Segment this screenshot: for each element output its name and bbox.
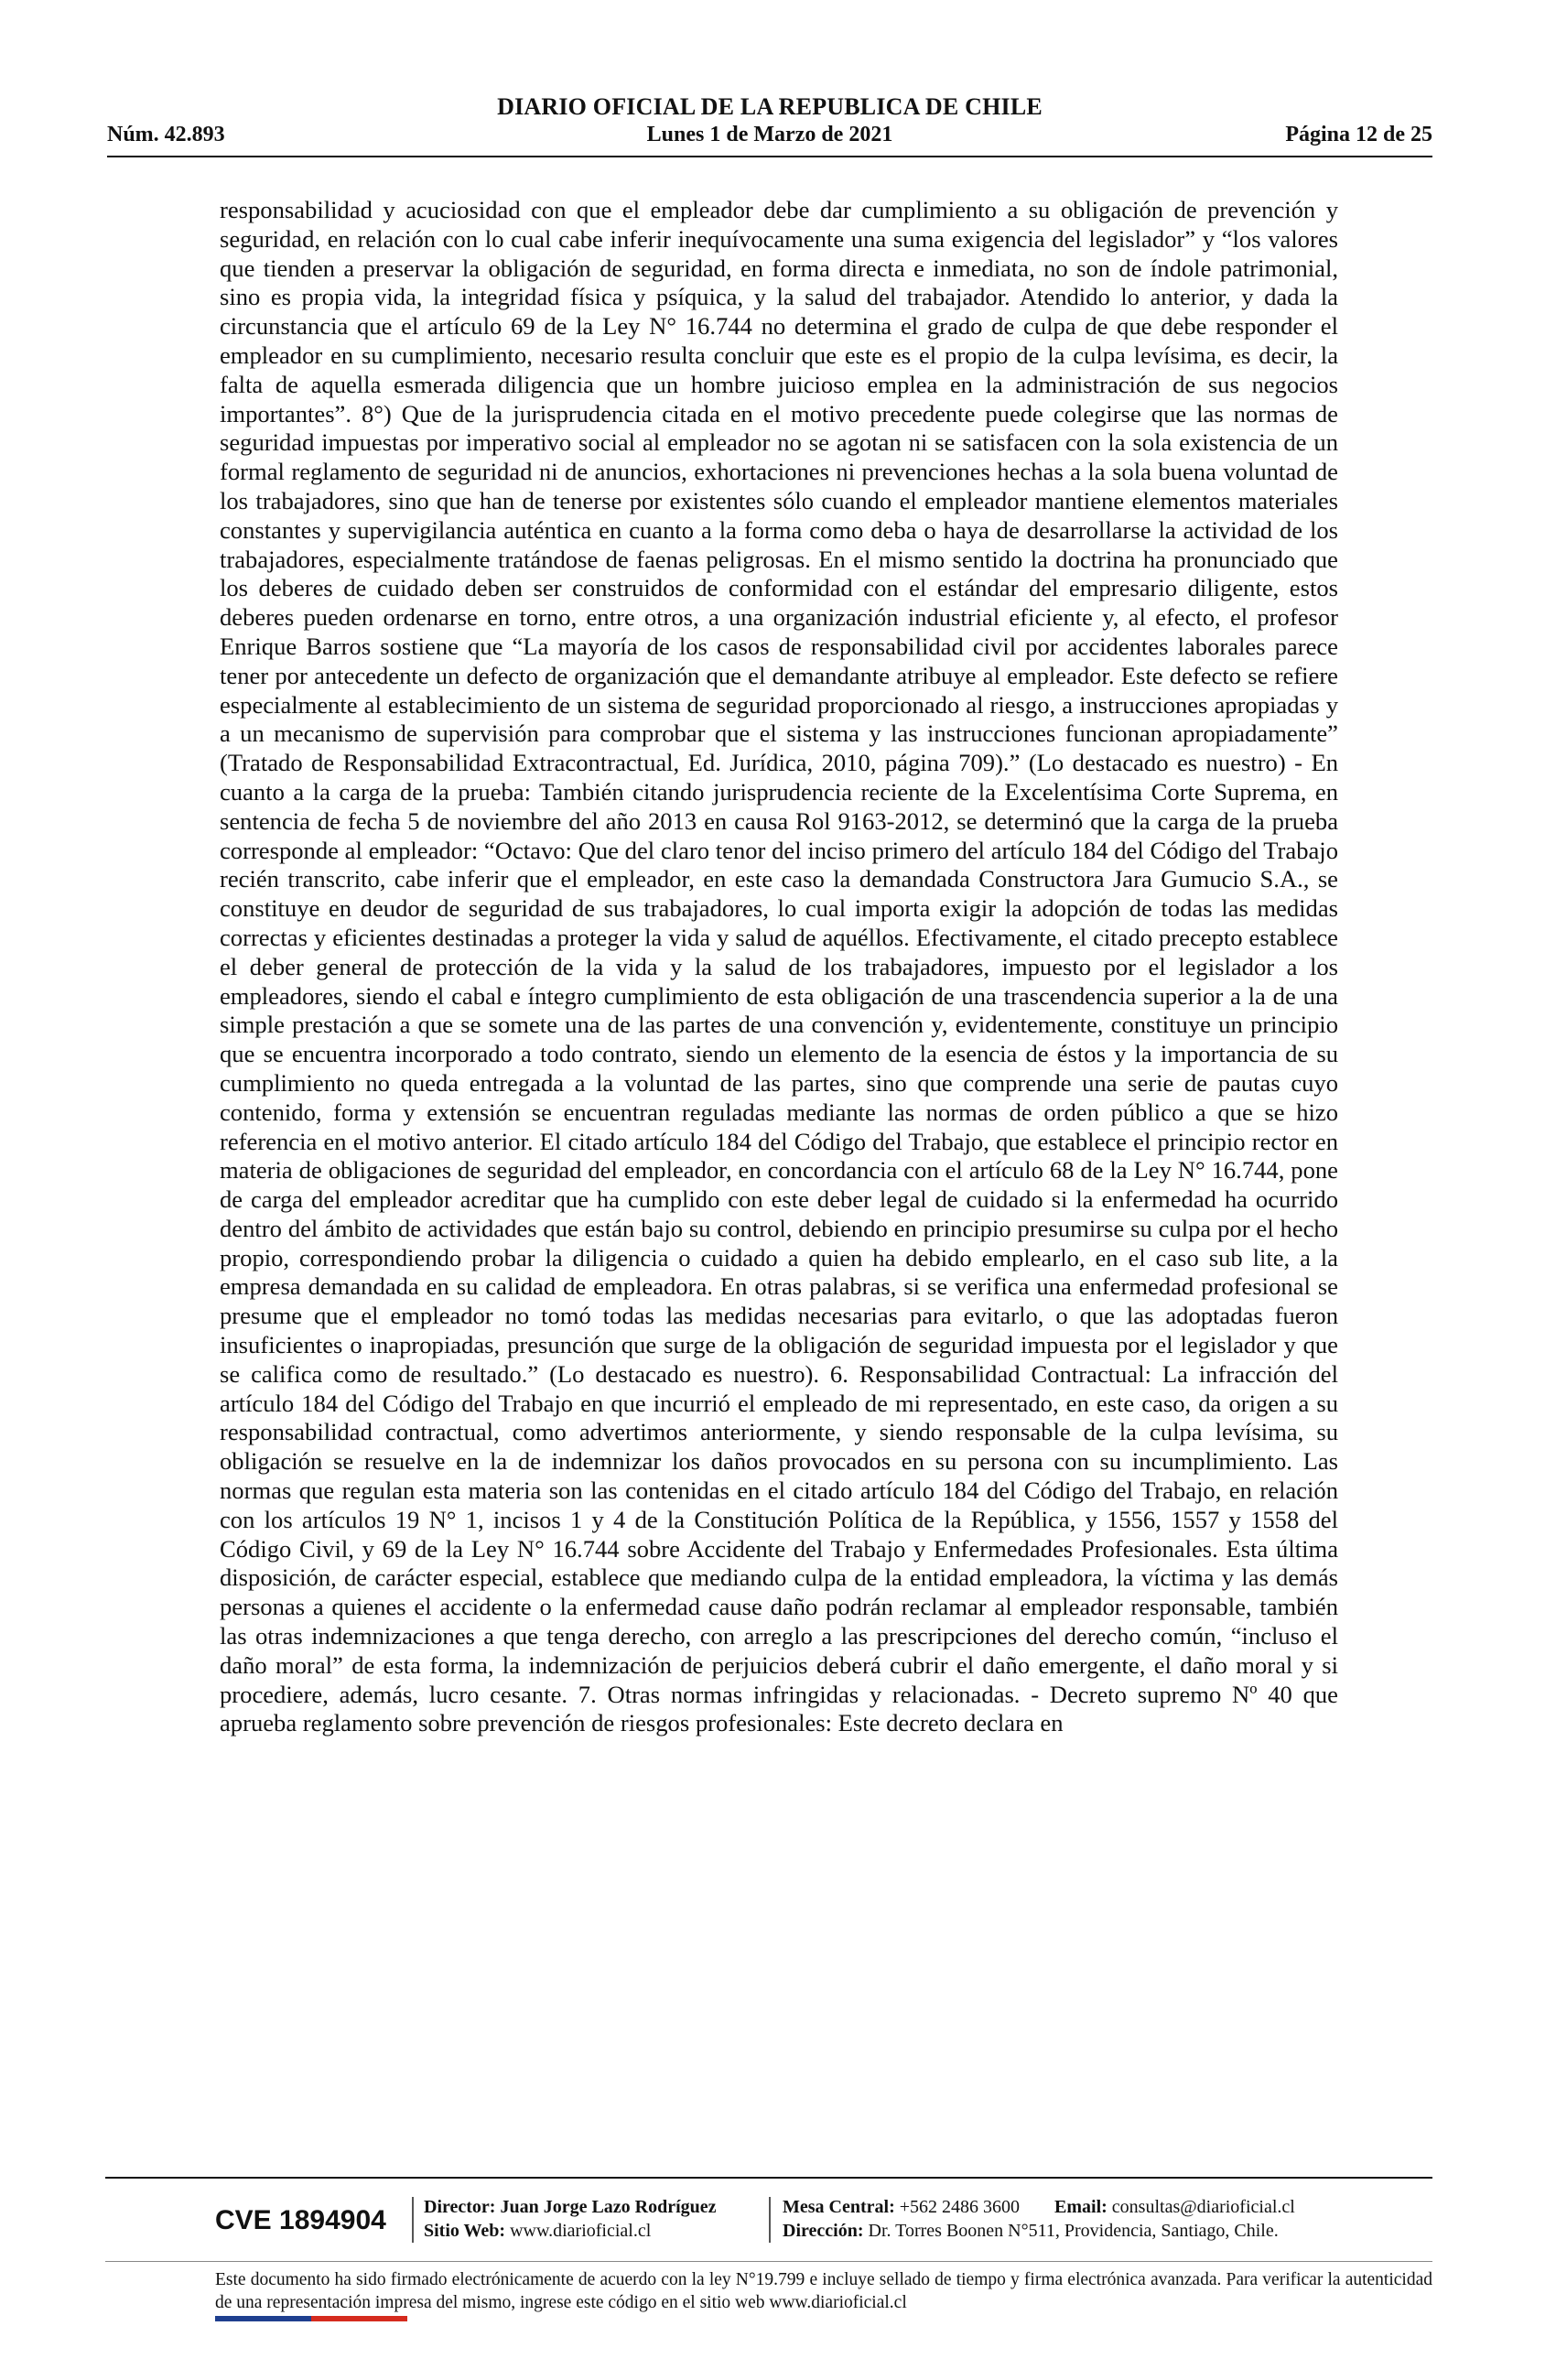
flag-blue-segment xyxy=(215,2316,311,2321)
director-label: Director: xyxy=(424,2197,496,2217)
signature-notice: Este documento ha sido firmado electrónicamente de acuerdo con la ley N°19.799 e incluye sellado de tiempo y firma electrónica avanzada. Para verificar la autenticidad de una representación impresa del mismo, ingrese este código en el sitio web www.diarioficial.cl xyxy=(215,2270,1432,2312)
flag-stripe xyxy=(215,2316,407,2321)
director-info xyxy=(424,2195,717,2243)
email-link[interactable]: consultas@diarioficial.cl xyxy=(1111,2197,1295,2217)
footer-separator xyxy=(769,2197,771,2243)
address-label: Dirección: xyxy=(783,2221,864,2241)
publication-title: DIARIO OFICIAL DE LA REPUBLICA DE CHILE xyxy=(497,93,1043,120)
footer-divider xyxy=(105,2177,1432,2179)
page-header xyxy=(107,92,1432,165)
page-footer xyxy=(215,2177,1432,2332)
phone-label: Mesa Central: xyxy=(783,2197,895,2217)
page-indicator: Página 12 de 25 xyxy=(1285,123,1432,146)
issue-date: Lunes 1 de Marzo de 2021 xyxy=(646,123,893,146)
footer-divider-thin xyxy=(105,2261,1432,2262)
site-label: Sitio Web: xyxy=(424,2221,506,2241)
header-divider xyxy=(107,156,1432,157)
email-label: Email: xyxy=(1054,2197,1108,2217)
contact-info xyxy=(783,2195,1295,2243)
director-name: Juan Jorge Lazo Rodríguez xyxy=(500,2197,717,2217)
header-info-row xyxy=(107,123,1432,154)
cve-code: CVE 1894904 xyxy=(215,2205,386,2235)
address-value: Dr. Torres Boonen N°511, Providencia, Santiago, Chile. xyxy=(868,2221,1279,2241)
footer-separator xyxy=(412,2197,414,2243)
body-text: responsabilidad y acuciosidad con que el empleador debe dar cumplimiento a su obligación de prevención y seguridad, en relación con lo cual cabe inferir inequívocamente una suma exigencia del legislador” y “los valores que tienden a preservar la obligación de seguridad, en forma directa e inmediata, no son de índole patrimonial, sino es propia vida, la integridad física y psíquica, y la salud del trabajador. Atendido lo anterior, y dada la circunstancia que el artículo 69 de la Ley N° 16.744 no determina el grado de culpa de que debe responder el empleador en su cumplimiento, necesario resulta concluir que este es el propio de la culpa levísima, es decir, la falta de aquella esmerada diligencia que un hombre juicioso emplea en la administración de sus negocios importantes”. 8°) Que de la jurisprudencia citada en el motivo precedente puede colegirse que las normas de seguridad impuestas por imperativo social al empleador no se agotan ni se satisfacen con la sola existencia de un formal reglamento de seguridad ni de anuncios, exhortaciones ni prevenciones hechas a la sola buena voluntad de los trabajadores, sino que han de tenerse por existentes sólo cuando el empleador mantiene elementos materiales constantes y supervigilancia auténtica en cuanto a la forma como deba o haya de desarrollarse la actividad de los trabajadores, especialmente tratándose de faenas peligrosas. En el mismo sentido la doctrina ha pronunciado que los deberes de cuidado deben ser construidos de conformidad con el estándar del empresario diligente, estos deberes pueden ordenarse en torno, entre otros, a una organización industrial eficiente y, al efecto, el profesor Enrique Barros sostiene que “La mayoría de los casos de responsabilidad civil por accidentes laborales parece tener por antecedente un defecto de organización que el demandante atribuye al empleador. Este defecto se refiere especialmente al establecimiento de un sistema de seguridad proporcionado al riesgo, a instrucciones apropiadas y a un mecanismo de supervisión para comprobar que el sistema y las instrucciones funcionan apropiadamente” (Tratado de Responsabilidad Extracontractual, Ed. Jurídica, 2010, página 709).” (Lo destacado es nuestro) - En cuanto a la carga de la prueba: También citando jurisprudencia reciente de la Excelentísima Corte Suprema, en sentencia de fecha 5 de noviembre del año 2013 en causa Rol 9163-2012, se determinó que la carga de la prueba corresponde al empleador: “Octavo: Que del claro tenor del inciso primero del artículo 184 del Código del Trabajo recién transcrito, cabe inferir que el empleador, en este caso la demandada Constructora Jara Gumucio S.A., se constituye en deudor de seguridad de sus trabajadores, lo cual importa exigir la adopción de todas las medidas correctas y eficientes destinadas a proteger la vida y salud de aquéllos. Efectivamente, el citado precepto establece el deber general de protección de la vida y la salud de los trabajadores, impuesto por el legislador a los empleadores, siendo el cabal e íntegro cumplimiento de esta obligación de una trascendencia superior a la de una simple prestación a que se somete una de las partes de una convención y, evidentemente, constituye un principio que se encuentra incorporado a todo contrato, siendo un elemento de la esencia de éstos y la importancia de su cumplimiento no queda entregada a la voluntad de las partes, sino que comprende una serie de pautas cuyo contenido, forma y extensión se encuentran reguladas mediante las normas de orden público a que se hizo referencia en el motivo anterior. El citado artículo 184 del Código del Trabajo, que establece el principio rector en materia de obligaciones de seguridad del empleador, en concordancia con el artículo 68 de la Ley N° 16.744, pone de carga del empleador acreditar que ha cumplido con este deber legal de cuidado si la enfermedad ha ocurrido dentro del ámbito de actividades que están bajo su control, debiendo en principio presumirse su culpa por el hecho propio, correspondiendo probar la diligencia o cuidado a quien ha debido emplearlo, en el caso sub lite, a la empresa demandada en su calidad de empleadora. En otras palabras, si se verifica una enfermedad profesional se presume que el empleador no tomó todas las medidas necesarias para evitarlo, o que las adoptadas fueron insuficientes o inapropiadas, presunción que surge de la obligación de seguridad impuesta por el legislador y que se califica como de resultado.” (Lo destacado es nuestro). 6. Responsabilidad Contractual: La infracción del artículo 184 del Código del Trabajo en que incurrió el empleado de mi representado, en este caso, da origen a su responsabilidad contractual, como advertimos anteriormente, y siendo responsable de la culpa levísima, su obligación se resuelve en la de indemnizar los daños provocados en su persona con su incumplimiento. Las normas que regulan esta materia son las contenidas en el citado artículo 184 del Código del Trabajo, en relación con los artículos 19 N° 1, incisos 1 y 4 de la Constitución Política de la República, y 1556, 1557 y 1558 del Código Civil, y 69 de la Ley N° 16.744 sobre Accidente del Trabajo y Enfermedades Profesionales. Esta última disposición, de carácter especial, establece que mediando culpa de la entidad empleadora, la víctima y las demás personas a quienes el accidente o la enfermedad cause daño podrán reclamar al empleador responsable, también las otras indemnizaciones a que tenga derecho, con arreglo a las prescripciones del derecho común, “incluso el daño moral” de esta forma, la indemnización de perjuicios deberá cubrir el daño emergente, el daño moral y si procediere, además, lucro cesante. 7. Otras normas infringidas y relacionadas. - Decreto supremo Nº 40 que aprueba reglamento sobre prevención de riesgos profesionales: Este decreto declara en xyxy=(220,196,1338,1737)
phone-value: +562 2486 3600 xyxy=(899,2197,1021,2217)
flag-red-segment xyxy=(311,2316,407,2321)
issue-number: Núm. 42.893 xyxy=(107,123,225,146)
site-link[interactable]: www.diarioficial.cl xyxy=(510,2221,652,2241)
